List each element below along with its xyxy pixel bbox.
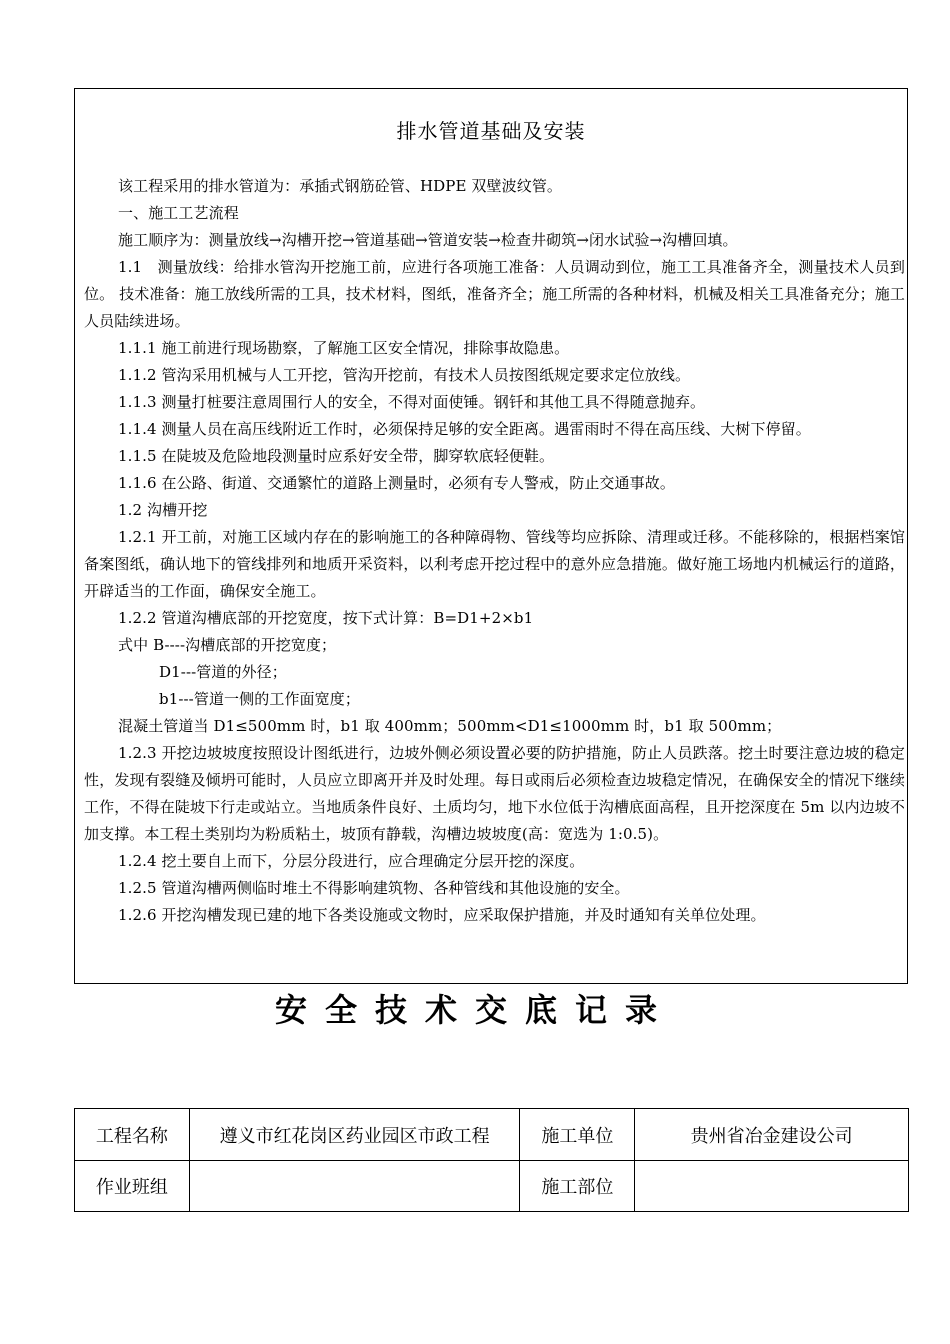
body-paragraph: b1---管道一侧的工作面宽度； <box>159 690 360 708</box>
body-paragraph: 1.1.1 施工前进行现场勘察，了解施工区安全情况，排除事故隐患。 <box>118 339 570 357</box>
department-label: 施工部位 <box>520 1161 635 1212</box>
body-paragraph: 一、施工工艺流程 <box>118 204 239 222</box>
body-paragraph: 该工程采用的排水管道为：承插式钢筋砼管、HDPE 双壁波纹管。 <box>118 177 563 195</box>
info-row-team <box>75 1161 909 1212</box>
body-paragraph: 1.2.6 开挖沟槽发现已建的地下各类设施或文物时，应采取保护措施，并及时通知有关单位处理。 <box>118 906 766 924</box>
body-paragraph: 混凝土管道当 D1≤500mm 时，b1 取 400mm；500mm<D1≤1000mm 时，b1 取 500mm； <box>118 717 782 735</box>
project-name-value: 遵义市红花岗区药业园区市政工程 <box>189 1109 520 1161</box>
document-frame <box>74 88 908 984</box>
construction-unit-value: 贵州省冶金建设公司 <box>635 1109 909 1161</box>
document-title: 排水管道基础及安装 <box>396 119 586 143</box>
body-paragraph: 1.2 沟槽开挖 <box>118 501 208 519</box>
body-paragraph: 式中 B----沟槽底部的开挖宽度； <box>118 636 337 654</box>
document-body <box>84 173 905 929</box>
body-paragraph: 1.1.2 管沟采用机械与人工开挖，管沟开挖前，有技术人员按图纸规定要求定位放线。 <box>118 366 691 384</box>
team-value <box>189 1161 520 1212</box>
record-title: 安全技术交底记录 <box>274 991 675 1029</box>
body-paragraph: 1.1.6 在公路、街道、交通繁忙的道路上测量时，必须有专人警戒，防止交通事故。 <box>118 474 675 492</box>
body-paragraph: 1.1.3 测量打桩要注意周围行人的安全，不得对面使锤。钢钎和其他工具不得随意抛弃。 <box>118 393 706 411</box>
body-paragraph: 1.2.3 开挖边坡坡度按照设计图纸进行，边坡外侧必须设置必要的防护措施，防止人员跌落。挖土时要注意边坡的稳定性，发现有裂缝及倾坍可能时，人员应立即离开并及时处理。每日或雨后必须检查边坡稳定情况，在确保安全的情况下继续工作，不得在陡坡下行走或站立。当地质条件良好、土质均匀，地下水位低于沟槽底面高程，且开挖深度在 5m 以内边坡不加支撑。本工程土类别均为粉质粘土，坡顶有静载，沟槽边坡坡度(高：宽选为 1:0.5)。 <box>84 744 905 843</box>
body-paragraph: 施工顺序为：测量放线→沟槽开挖→管道基础→管道安装→检查井砌筑→闭水试验→沟槽回填。 <box>118 231 738 249</box>
body-paragraph: 1.2.1 开工前，对施工区域内存在的影响施工的各种障碍物、管线等均应拆除、清理或迁移。不能移除的，根据档案馆备案图纸，确认地下的管线排列和地质开采资料，以利考虑开挖过程中的意外应急措施。做好施工场地内机械运行的道路，开辟适当的工作面，确保安全施工。 <box>84 528 905 600</box>
project-name-label: 工程名称 <box>75 1109 190 1161</box>
body-paragraph: 1.2.2 管道沟槽底部的开挖宽度，按下式计算：B=D1+2×b1 <box>118 609 534 627</box>
info-row-project <box>75 1109 909 1161</box>
team-label: 作业班组 <box>75 1161 190 1212</box>
construction-unit-label: 施工单位 <box>520 1109 635 1161</box>
info-table <box>74 1108 909 1212</box>
department-value <box>635 1161 909 1212</box>
body-paragraph: 1.1 测量放线：给排水管沟开挖施工前，应进行各项施工准备：人员调动到位，施工工具准备齐全，测量技术人员到位。 技术准备：施工放线所需的工具，技术材料，图纸，准备齐全；施工所需的各种材料，机械及相关工具准备充分；施工人员陆续进场。 <box>84 258 905 330</box>
body-paragraph: D1---管道的外径； <box>159 663 287 681</box>
body-paragraph: 1.1.5 在陡坡及危险地段测量时应系好安全带，脚穿软底轻便鞋。 <box>118 447 555 465</box>
body-paragraph: 1.2.5 管道沟槽两侧临时堆土不得影响建筑物、各种管线和其他设施的安全。 <box>118 879 630 897</box>
body-paragraph: 1.2.4 挖土要自上而下，分层分段进行，应合理确定分层开挖的深度。 <box>118 852 585 870</box>
body-paragraph: 1.1.4 测量人员在高压线附近工作时，必须保持足够的安全距离。遇雷雨时不得在高压线、大树下停留。 <box>118 420 811 438</box>
